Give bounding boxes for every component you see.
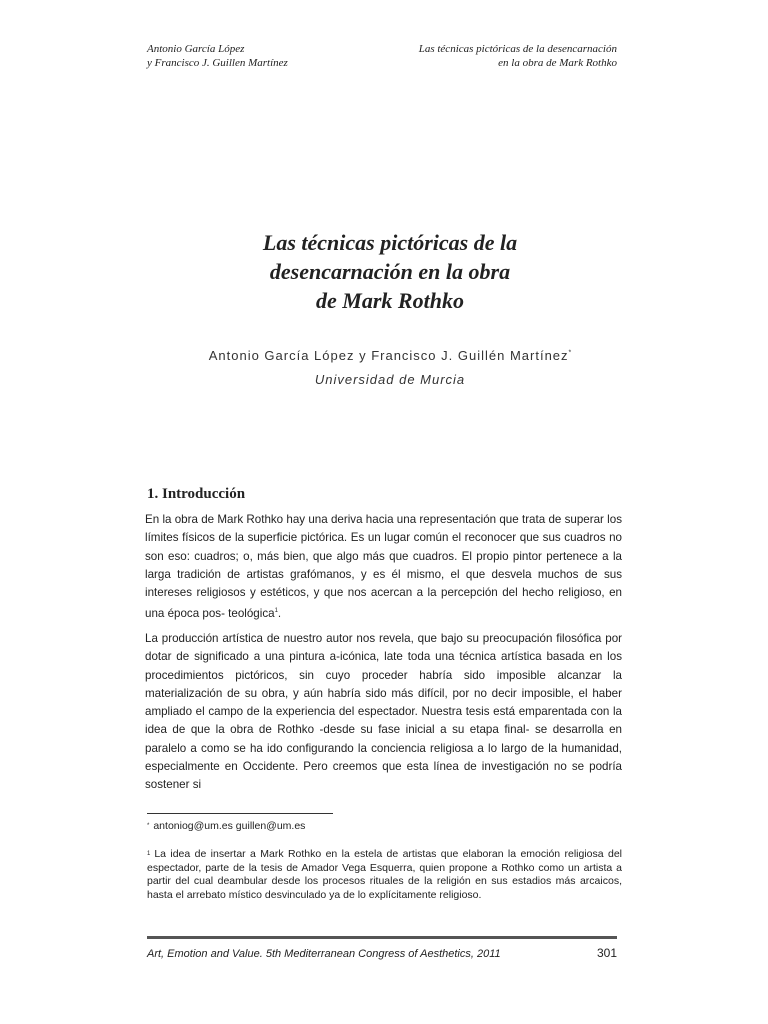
- running-header-author-line2: y Francisco J. Guillen Martínez: [147, 57, 288, 69]
- paper-title-line3: de Mark Rothko: [316, 288, 464, 313]
- paper-title-line1: Las técnicas pictóricas de la: [262, 230, 518, 255]
- author-names: Antonio García López y Francisco J. Guillén Martínez: [208, 348, 569, 363]
- author-list: [110, 348, 670, 363]
- body-paragraph-1-text: En la obra de Mark Rothko hay una deriva hacia una representación que trata de superar los límites físicos de la superficie pictórica. Es un lugar común el reconocer que sus cuadros no son eso: cuadros; o, más bien, que algo más que cuadros. El propio pintor pertenece a la larga tradición de artistas grafómanos, y es él mismo, el que desvela muchos de sus intereses religiosos y estéticos, y que nos acercan a la percepción del hecho religioso, en una época pos- teológica: [145, 513, 622, 621]
- footnote-1: [147, 848, 622, 903]
- affiliation: Universidad de Murcia: [314, 372, 466, 387]
- footnote-mark: *: [147, 823, 150, 829]
- body-paragraph-1-end: .: [277, 607, 282, 621]
- footer-rule: [147, 936, 617, 939]
- title-block: [110, 228, 670, 315]
- author-footnote-mark: *: [568, 349, 572, 357]
- running-header-title-line1: Las técnicas pictóricas de la desencarnación: [418, 43, 617, 55]
- footnote-text: antoniog@um.es guillen@um.es: [153, 820, 306, 832]
- body-paragraph-1: [145, 511, 622, 624]
- page-number: 301: [596, 946, 617, 960]
- footnote-ref-1: 1: [274, 608, 278, 615]
- running-header-title-line2: en la obra de Mark Rothko: [498, 57, 617, 69]
- footnote-separator: [147, 813, 333, 814]
- running-header-title: [419, 42, 617, 70]
- footnote-mark: 1: [147, 851, 151, 857]
- section-heading: 1. Introducción: [147, 486, 246, 502]
- body-paragraph-2: La producción artística de nuestro autor nos revela, que bajo su preocupación filosófica por dotar de significado a una pintura a-icónica, late toda una técnica artística basada en los procedimientos pictóricos, sin cuyo proceder habría sido imposible alcanzar la materialización de su obra, y aún habría sido más difícil, por no decir imposible, el haber ampliado el campo de la experiencia del espectador. Nuestra tesis está emparentada con la idea de que la obra de Rothko -desde su fase inicial a su etapa final- se desarrolla en paralelo a como se ha ido configurando la conciencia religiosa a lo largo de la humanidad, especialmente en Occidente. Pero creemos que esta línea de investigación no se podría sostener si: [145, 632, 622, 792]
- running-header-author-line1: Antonio García López: [147, 43, 245, 55]
- running-header-authors: [147, 42, 288, 70]
- footer-conference: Art, Emotion and Value. 5th Mediterranean Congress of Aesthetics, 2011: [147, 948, 501, 960]
- paper-title: [110, 228, 670, 315]
- footnote-email: [147, 820, 622, 834]
- footnote-text: La idea de insertar a Mark Rothko en la estela de artistas que elaboran la emoción religiosa del espectador, parte de la tesis de Amador Vega Esquerra, quien propone a Rothko como un artista a partir del cual deambular desde los procesos rituales de la religión en sus estadios más arcaicos, hasta el arrebato místico desvinculado ya de lo explícitamente religioso.: [147, 848, 622, 902]
- paper-title-line2: desencarnación en la obra: [269, 259, 511, 284]
